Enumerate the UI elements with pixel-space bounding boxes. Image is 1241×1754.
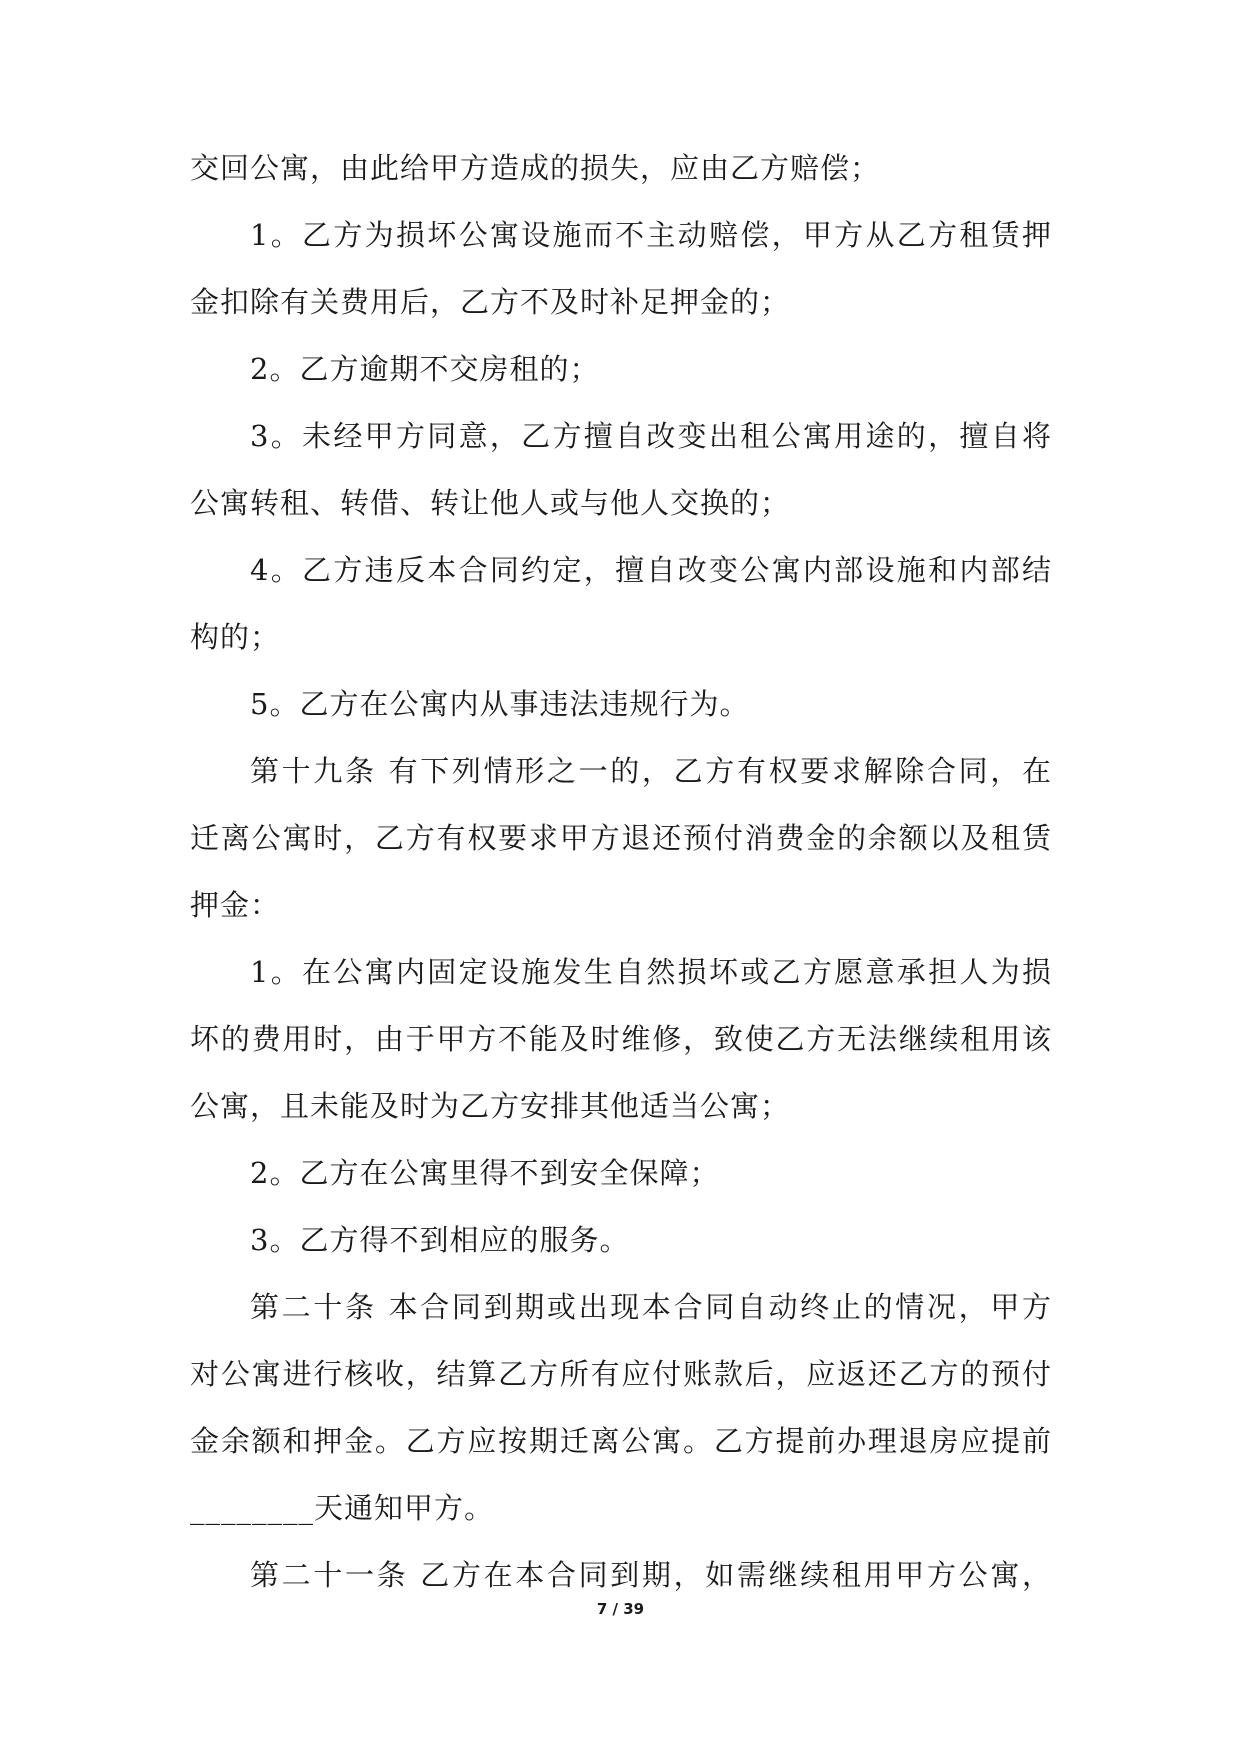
page-number: 7 / 39 <box>596 1600 645 1618</box>
text-line: 坏的费用时，由于甲方不能及时维修，致使乙方无法继续租用该 <box>190 1022 1052 1056</box>
text-line: 2。乙方逾期不交房租的； <box>250 352 600 386</box>
text-line: 3。未经甲方同意，乙方擅自改变出租公寓用途的，擅自将 <box>250 419 1052 453</box>
text-line: 公寓转租、转借、转让他人或与他人交换的； <box>190 486 791 520</box>
text-line: 3。乙方得不到相应的服务。 <box>250 1223 630 1257</box>
text-line: 迁离公寓时，乙方有权要求甲方退还预付消费金的余额以及租赁 <box>190 821 1052 855</box>
text-line: 押金： <box>190 888 281 922</box>
text-line: 1。乙方为损坏公寓设施而不主动赔偿，甲方从乙方租赁押 <box>250 218 1052 252</box>
section-heading-line: 第二十条 本合同到期或出现本合同自动终止的情况，甲方 <box>250 1290 1052 1324</box>
text-line: 公寓，且未能及时为乙方安排其他适当公寓； <box>190 1089 791 1123</box>
text-line: 交回公寓，由此给甲方造成的损失，应由乙方赔偿； <box>190 151 881 185</box>
text-line: 对公寓进行核收，结算乙方所有应付账款后，应返还乙方的预付 <box>190 1357 1052 1391</box>
text-line: 金扣除有关费用后，乙方不及时补足押金的； <box>190 285 791 319</box>
text-line: 4。乙方违反本合同约定，擅自改变公寓内部设施和内部结 <box>250 553 1052 587</box>
text-line: 1。在公寓内固定设施发生自然损坏或乙方愿意承担人为损 <box>250 955 1052 989</box>
section-heading-line: 第二十一条 乙方在本合同到期，如需继续租用甲方公寓， <box>250 1558 1052 1592</box>
text-line: 构的； <box>190 620 281 654</box>
text-line: 金余额和押金。乙方应按期迁离公寓。乙方提前办理退房应提前 <box>190 1424 1052 1458</box>
text-line: ________天通知甲方。 <box>190 1491 495 1525</box>
section-heading-line: 第十九条 有下列情形之一的，乙方有权要求解除合同，在 <box>250 754 1052 788</box>
text-line: 2。乙方在公寓里得不到安全保障； <box>250 1156 720 1190</box>
text-line: 5。乙方在公寓内从事违法违规行为。 <box>250 687 750 721</box>
